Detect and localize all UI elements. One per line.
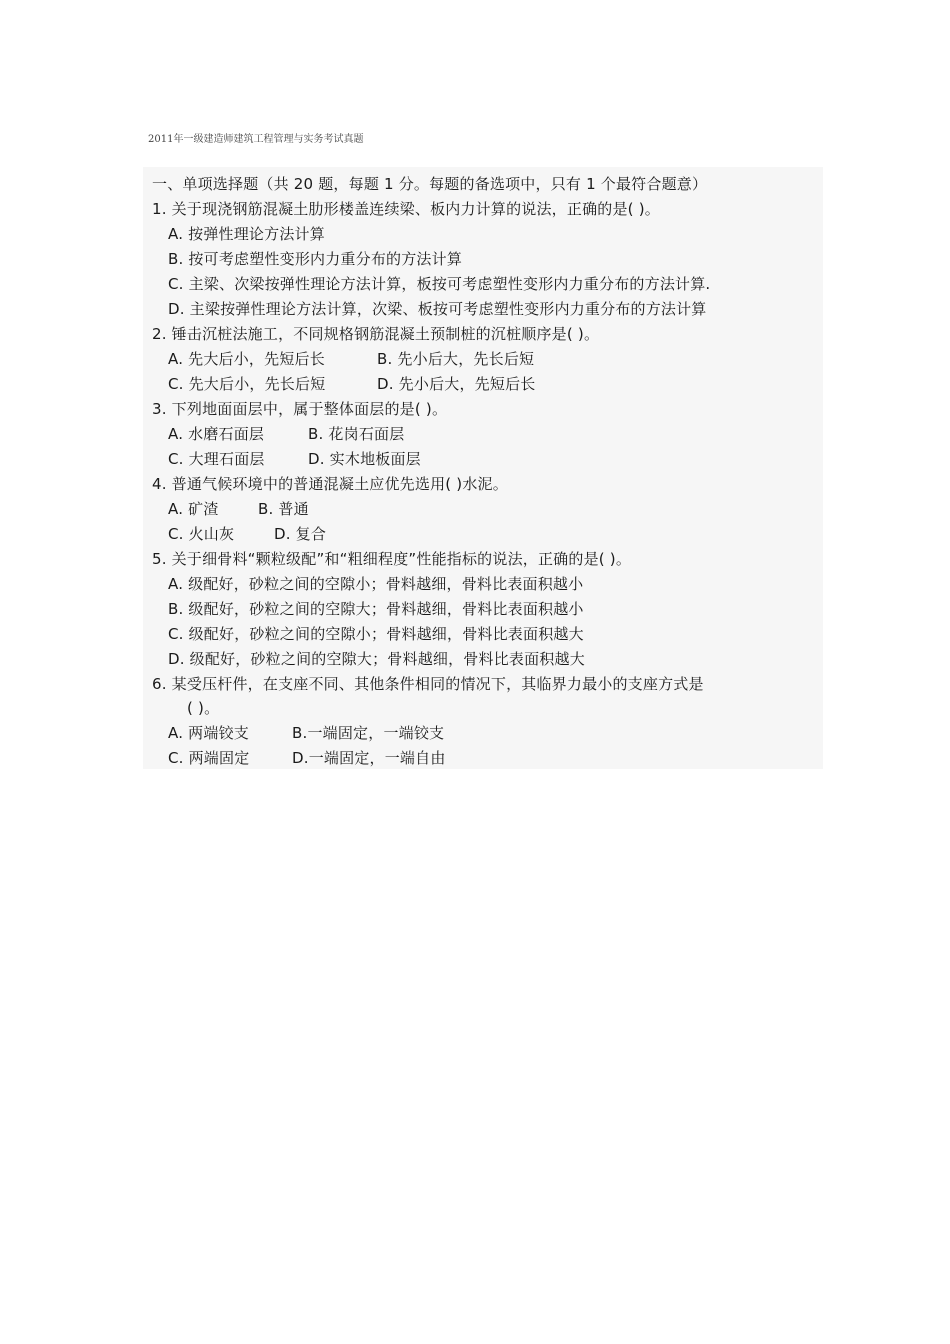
question-2-option-c: C. 先大后小，先长后短	[168, 375, 326, 393]
question-3-option-b: B. 花岗石面层	[308, 425, 405, 443]
question-2-stem: 2. 锤击沉桩法施工，不同规格钢筋混凝土预制桩的沉桩顺序是( )。	[152, 325, 600, 343]
document-title: 2011年一级建造师建筑工程管理与实务考试真题	[148, 134, 364, 145]
question-5-option-d: D. 级配好，砂粒之间的空隙大；骨料越细，骨料比表面积越大	[168, 650, 585, 668]
question-1-option-b: B. 按可考虑塑性变形内力重分布的方法计算	[168, 250, 463, 268]
question-6-stem: 6. 某受压杆件，在支座不同、其他条件相同的情况下，其临界力最小的支座方式是	[152, 675, 704, 693]
question-3-option-d: D. 实木地板面层	[308, 450, 421, 468]
question-6-option-c: C. 两端固定	[168, 749, 250, 767]
question-6-option-b: B.一端固定，一端铰支	[292, 724, 445, 742]
question-2-option-a: A. 先大后小，先短后长	[168, 350, 325, 368]
section-heading: 一、单项选择题（共 20 题，每题 1 分。每题的备选项中，只有 1 个最符合题意）	[152, 175, 708, 193]
question-6-option-d: D.一端固定，一端自由	[292, 749, 446, 767]
question-2-option-b: B. 先小后大，先长后短	[377, 350, 535, 368]
question-4-option-d: D. 复合	[274, 525, 327, 543]
question-1-option-d: D. 主梁按弹性理论方法计算，次梁、板按可考虑塑性变形内力重分布的方法计算	[168, 300, 707, 318]
question-1-option-c: C. 主梁、次梁按弹性理论方法计算，板按可考虑塑性变形内力重分布的方法计算.	[168, 275, 711, 293]
question-2-option-d: D. 先小后大，先短后长	[377, 375, 536, 393]
question-1-option-a: A. 按弹性理论方法计算	[168, 225, 325, 243]
question-6-option-a: A. 两端铰支	[168, 724, 249, 742]
question-6-stem-continuation: ( )。	[187, 699, 220, 717]
question-1-stem: 1. 关于现浇钢筋混凝土肋形楼盖连续梁、板内力计算的说法，正确的是( )。	[152, 200, 660, 218]
question-3-option-c: C. 大理石面层	[168, 450, 265, 468]
question-4-option-c: C. 火山灰	[168, 525, 235, 543]
question-5-option-c: C. 级配好，砂粒之间的空隙小；骨料越细，骨料比表面积越大	[168, 625, 584, 643]
question-4-option-b: B. 普通	[258, 500, 309, 518]
exam-question-block	[143, 167, 823, 769]
question-3-option-a: A. 水磨石面层	[168, 425, 265, 443]
question-5-stem: 5. 关于细骨料“颗粒级配”和“粗细程度”性能指标的说法，正确的是( )。	[152, 550, 632, 568]
question-4-option-a: A. 矿渣	[168, 500, 219, 518]
question-3-stem: 3. 下列地面面层中，属于整体面层的是( )。	[152, 400, 448, 418]
question-5-option-b: B. 级配好，砂粒之间的空隙大；骨料越细，骨料比表面积越小	[168, 600, 584, 618]
question-4-stem: 4. 普通气候环境中的普通混凝土应优先选用( )水泥。	[152, 475, 508, 493]
question-5-option-a: A. 级配好，砂粒之间的空隙小；骨料越细，骨料比表面积越小	[168, 575, 584, 593]
